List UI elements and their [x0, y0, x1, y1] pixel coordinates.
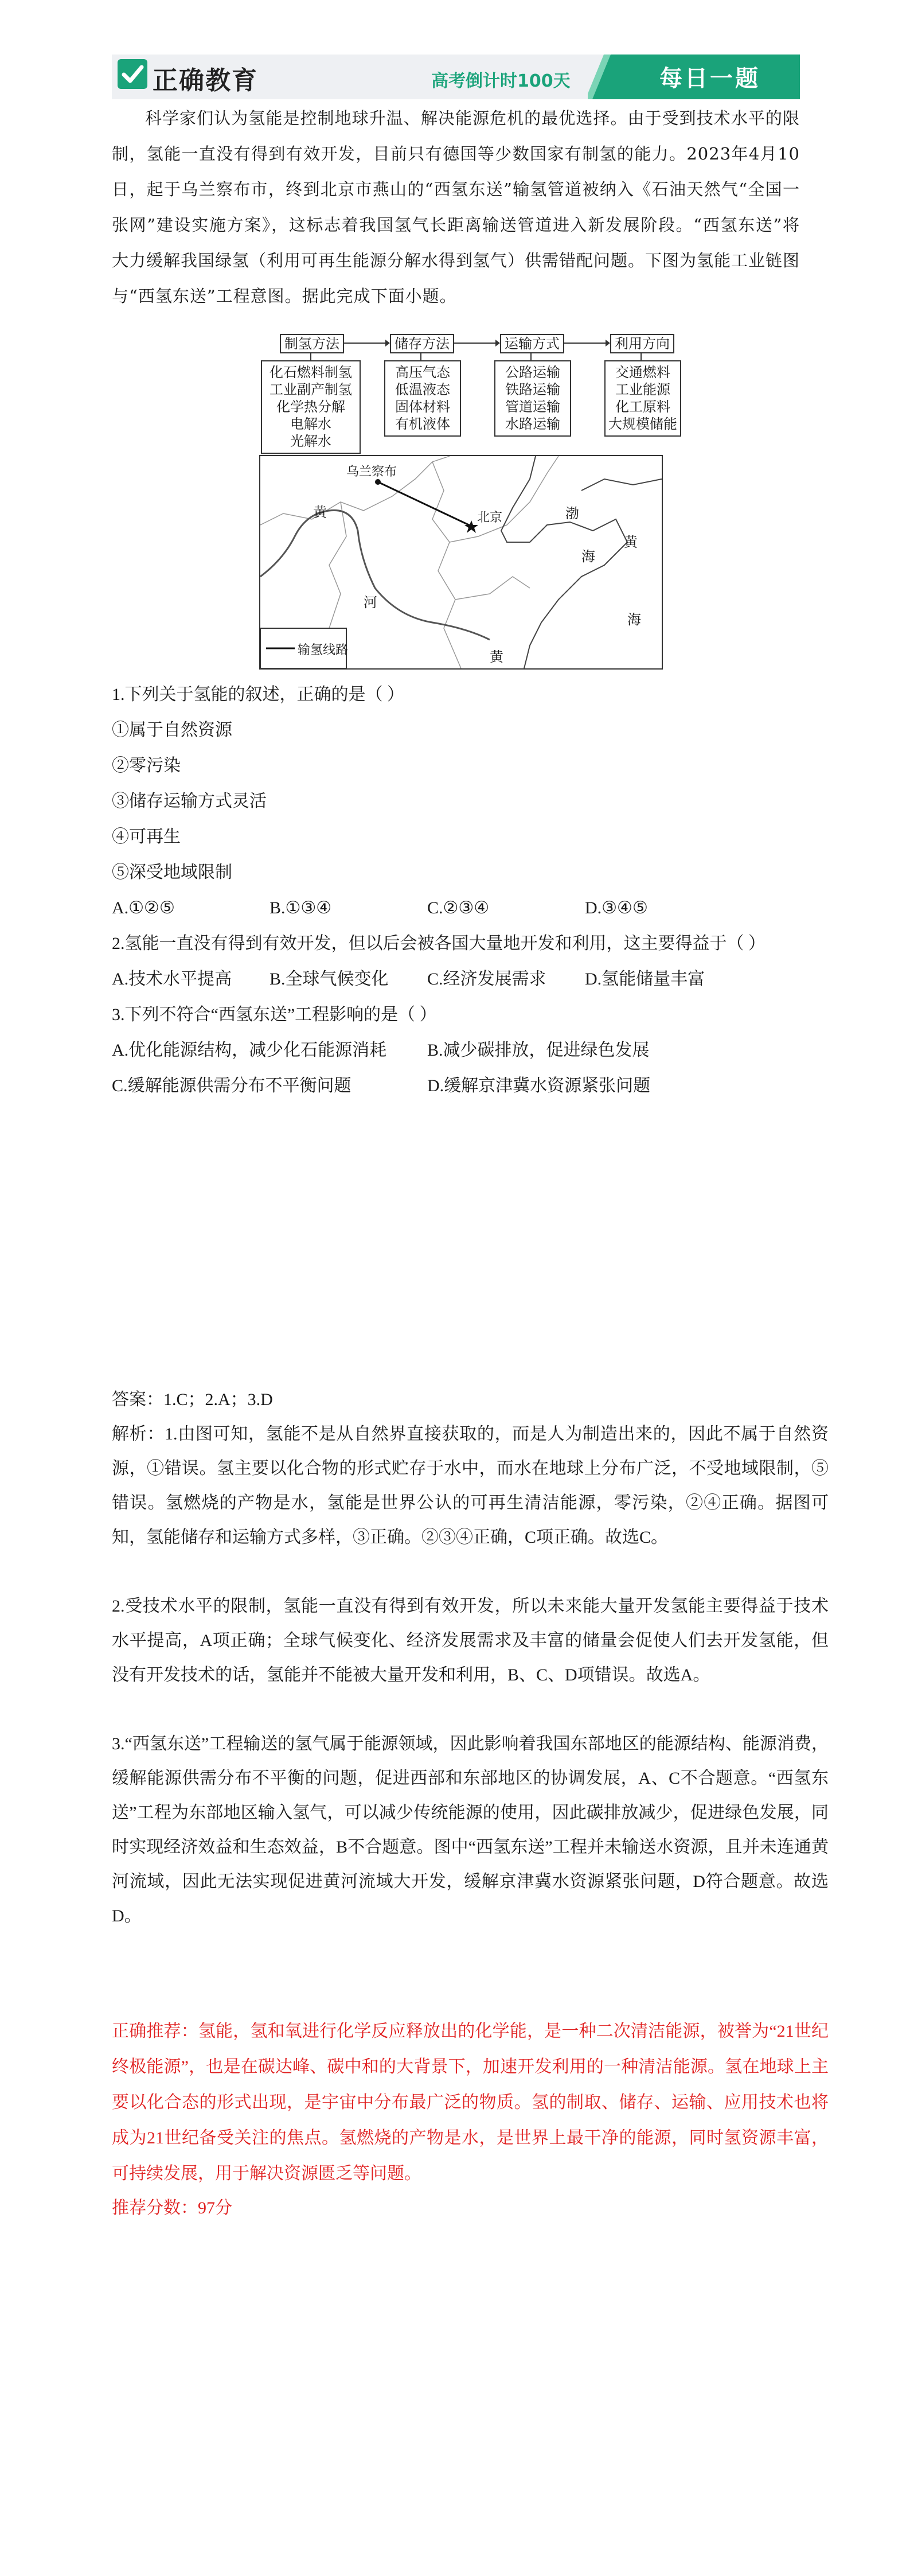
q3-option-c: C.缓解能源供需分布不平衡问题	[112, 1076, 351, 1095]
q2-option-d: D.氢能储量丰富	[585, 970, 705, 989]
flow-item: 铁路运输	[505, 382, 560, 398]
flow-item: 公路运输	[505, 364, 560, 380]
flow-item: 电解水	[290, 416, 331, 432]
q1-statement: ②零污染	[112, 756, 181, 775]
q3-option-d: D.缓解京津冀水资源紧张问题	[427, 1076, 651, 1095]
flow-box-transport	[494, 360, 571, 437]
map-label-wulanchabu: 乌兰察布	[346, 465, 397, 479]
map-label-bo: 渤	[565, 505, 579, 522]
q1-statement: ①属于自然资源	[112, 721, 232, 740]
q1-option-d: D.③④⑤	[585, 898, 648, 917]
map-label-hai-1: 海	[581, 548, 595, 565]
q1-statement: ③储存运输方式灵活	[112, 792, 267, 811]
q2-option-a: A.技术水平提高	[112, 970, 232, 989]
flow-item: 低温液态	[395, 382, 450, 398]
q2-option-c: C.经济发展需求	[427, 970, 546, 989]
map-label-hai-2: 海	[627, 612, 641, 628]
daily-title: 每日一题	[659, 65, 760, 92]
check-logo-icon	[118, 59, 147, 89]
flow-head-usage: 利用方向	[610, 334, 674, 353]
flow-item: 化石燃料制氢	[270, 364, 352, 380]
analysis-3: 3.“西氢东送”工程输送的氢气属于能源领域，因此影响着我国东部地区的能源结构、能源消费，缓解能源供需分布不平衡的问题，促进西部和东部地区的协调发展，A、C不合题意。“西氢东送”工程为东部地区输入氢气，可以减少传统能源的使用，因此碳排放减少，促进绿色发展，同时实现经济效益和生态效益，B不合题意。图中“西氢东送”工程并未输送水资源，且并未连通黄河流域，因此无法实现促进黄河流域大开发，缓解京津冀水资源紧张问题，D符合题意。故选D。	[112, 1734, 829, 1925]
flow-item: 有机液体	[395, 416, 450, 432]
q1-statement: ⑤深受地域限制	[112, 863, 232, 882]
flow-item: 光解水	[290, 433, 331, 449]
flow-item: 管道运输	[505, 399, 560, 415]
map-label-beijing: 北京	[477, 511, 503, 525]
logo-text: 正确教育	[153, 66, 258, 95]
map-legend-label: 输氢线路	[298, 643, 349, 657]
flow-item: 工业能源	[615, 382, 670, 398]
map-label-huang-right: 黄	[624, 534, 638, 550]
analysis-2: 2.受技术水平的限制，氢能一直没有得到有效开发，所以未来能大量开发氢能主要得益于技术水平提高，A项正确；全球气候变化、经济发展需求及丰富的储量会促使人们去开发氢能，但没有开发技术的话，氢能并不能被大量开发和利用，B、C、D项错误。故选A。	[112, 1597, 829, 1684]
q1-option-c: C.②③④	[427, 898, 490, 917]
map-label-huang-left: 黄	[313, 504, 327, 520]
flow-item: 高压气态	[395, 364, 450, 380]
flow-item: 大规模储能	[608, 416, 677, 432]
q3-option-a: A.优化能源结构，减少化石能源消耗	[112, 1041, 387, 1060]
question-2: 2.氢能一直没有得到有效开发，但以后会被各国大量地开发和利用，这主要得益于（ ）	[112, 934, 766, 953]
flow-box-production	[261, 360, 361, 454]
analysis-1: 解析：1.由图可知，氢能不是从自然界直接获取的，而是人为制造出来的，因此不属于自然资源，①错误。氢主要以化合物的形式贮存于水中，而水在地球上分布广泛，不受地域限制，⑤错误。氢燃烧的产物是水，氢能是世界公认的可再生清洁能源，零污染，②④正确。据图可知，氢能储存和运输方式多样，③正确。②③④正确，C项正确。故选C。	[112, 1425, 829, 1547]
flow-connectors	[304, 352, 659, 360]
intro-paragraph: 科学家们认为氢能是控制地球升温、解决能源危机的最优选择。由于受到技术水平的限制，氢能一直没有得到有效开发，目前只有德国等少数国家有制氢的能力。2023年4月10日，起于乌兰察布市，终到北京市燕山的“西氢东送”输氢管道被纳入《石油天然气“全国一张网”建设实施方案》，这标志着我国氢气长距离输送管道进入新发展阶段。“西氢东送”将大力缓解我国绿氢（利用可再生能源分解水得到氢气）供需错配问题。下图为氢能工业链图与“西氢东送”工程意图。据此完成下面小题。	[112, 108, 800, 306]
flow-item: 化学热分解	[276, 399, 345, 415]
flow-arrows	[344, 336, 614, 350]
map-label-he: 河	[364, 594, 377, 610]
flow-box-usage	[604, 360, 681, 437]
answer-key: 答案：1.C；2.A；3.D	[112, 1390, 273, 1409]
flow-head-storage: 储存方法	[390, 334, 454, 353]
countdown-label: 高考倒计时100天	[431, 71, 571, 91]
flow-item: 水路运输	[505, 416, 560, 432]
q1-statement: ④可再生	[112, 827, 181, 846]
west-east-hydrogen-map	[259, 455, 663, 670]
question-3: 3.下列不符合“西氢东送”工程影响的是（ ）	[112, 1005, 437, 1024]
flow-item: 固体材料	[395, 399, 450, 415]
recommendation-score: 推荐分数：97分	[112, 2198, 232, 2217]
flow-item: 化工原料	[615, 399, 670, 415]
flow-head-transport: 运输方式	[500, 334, 564, 353]
flow-head-production: 制氢方法	[280, 334, 344, 353]
q3-option-b: B.减少碳排放，促进绿色发展	[427, 1041, 650, 1060]
recommendation-text: 正确推荐：氢能，氢和氧进行化学反应释放出的化学能，是一种二次清洁能源，被誉为“21世纪终极能源”，也是在碳达峰、碳中和的大背景下，加速开发利用的一种清洁能源。氢在地球上主要以化合态的形式出现，是宇宙中分布最广泛的物质。氢的制取、储存、运输、应用技术也将成为21世纪备受关注的焦点。氢燃烧的产物是水，是世界上最干净的能源，同时氢资源丰富，可持续发展，用于解决资源匮乏等问题。	[112, 2022, 829, 2183]
question-1: 1.下列关于氢能的叙述，正确的是（ ）	[112, 685, 404, 704]
flow-item: 交通燃料	[615, 364, 670, 380]
q1-option-a: A.①②⑤	[112, 898, 175, 917]
map-drawing	[260, 456, 662, 668]
q1-option-b: B.①③④	[270, 898, 332, 917]
map-label-huang-bottom: 黄	[490, 649, 503, 665]
flow-item: 工业副产制氢	[270, 382, 352, 398]
flow-box-storage	[384, 360, 461, 437]
q2-option-b: B.全球气候变化	[270, 970, 389, 989]
